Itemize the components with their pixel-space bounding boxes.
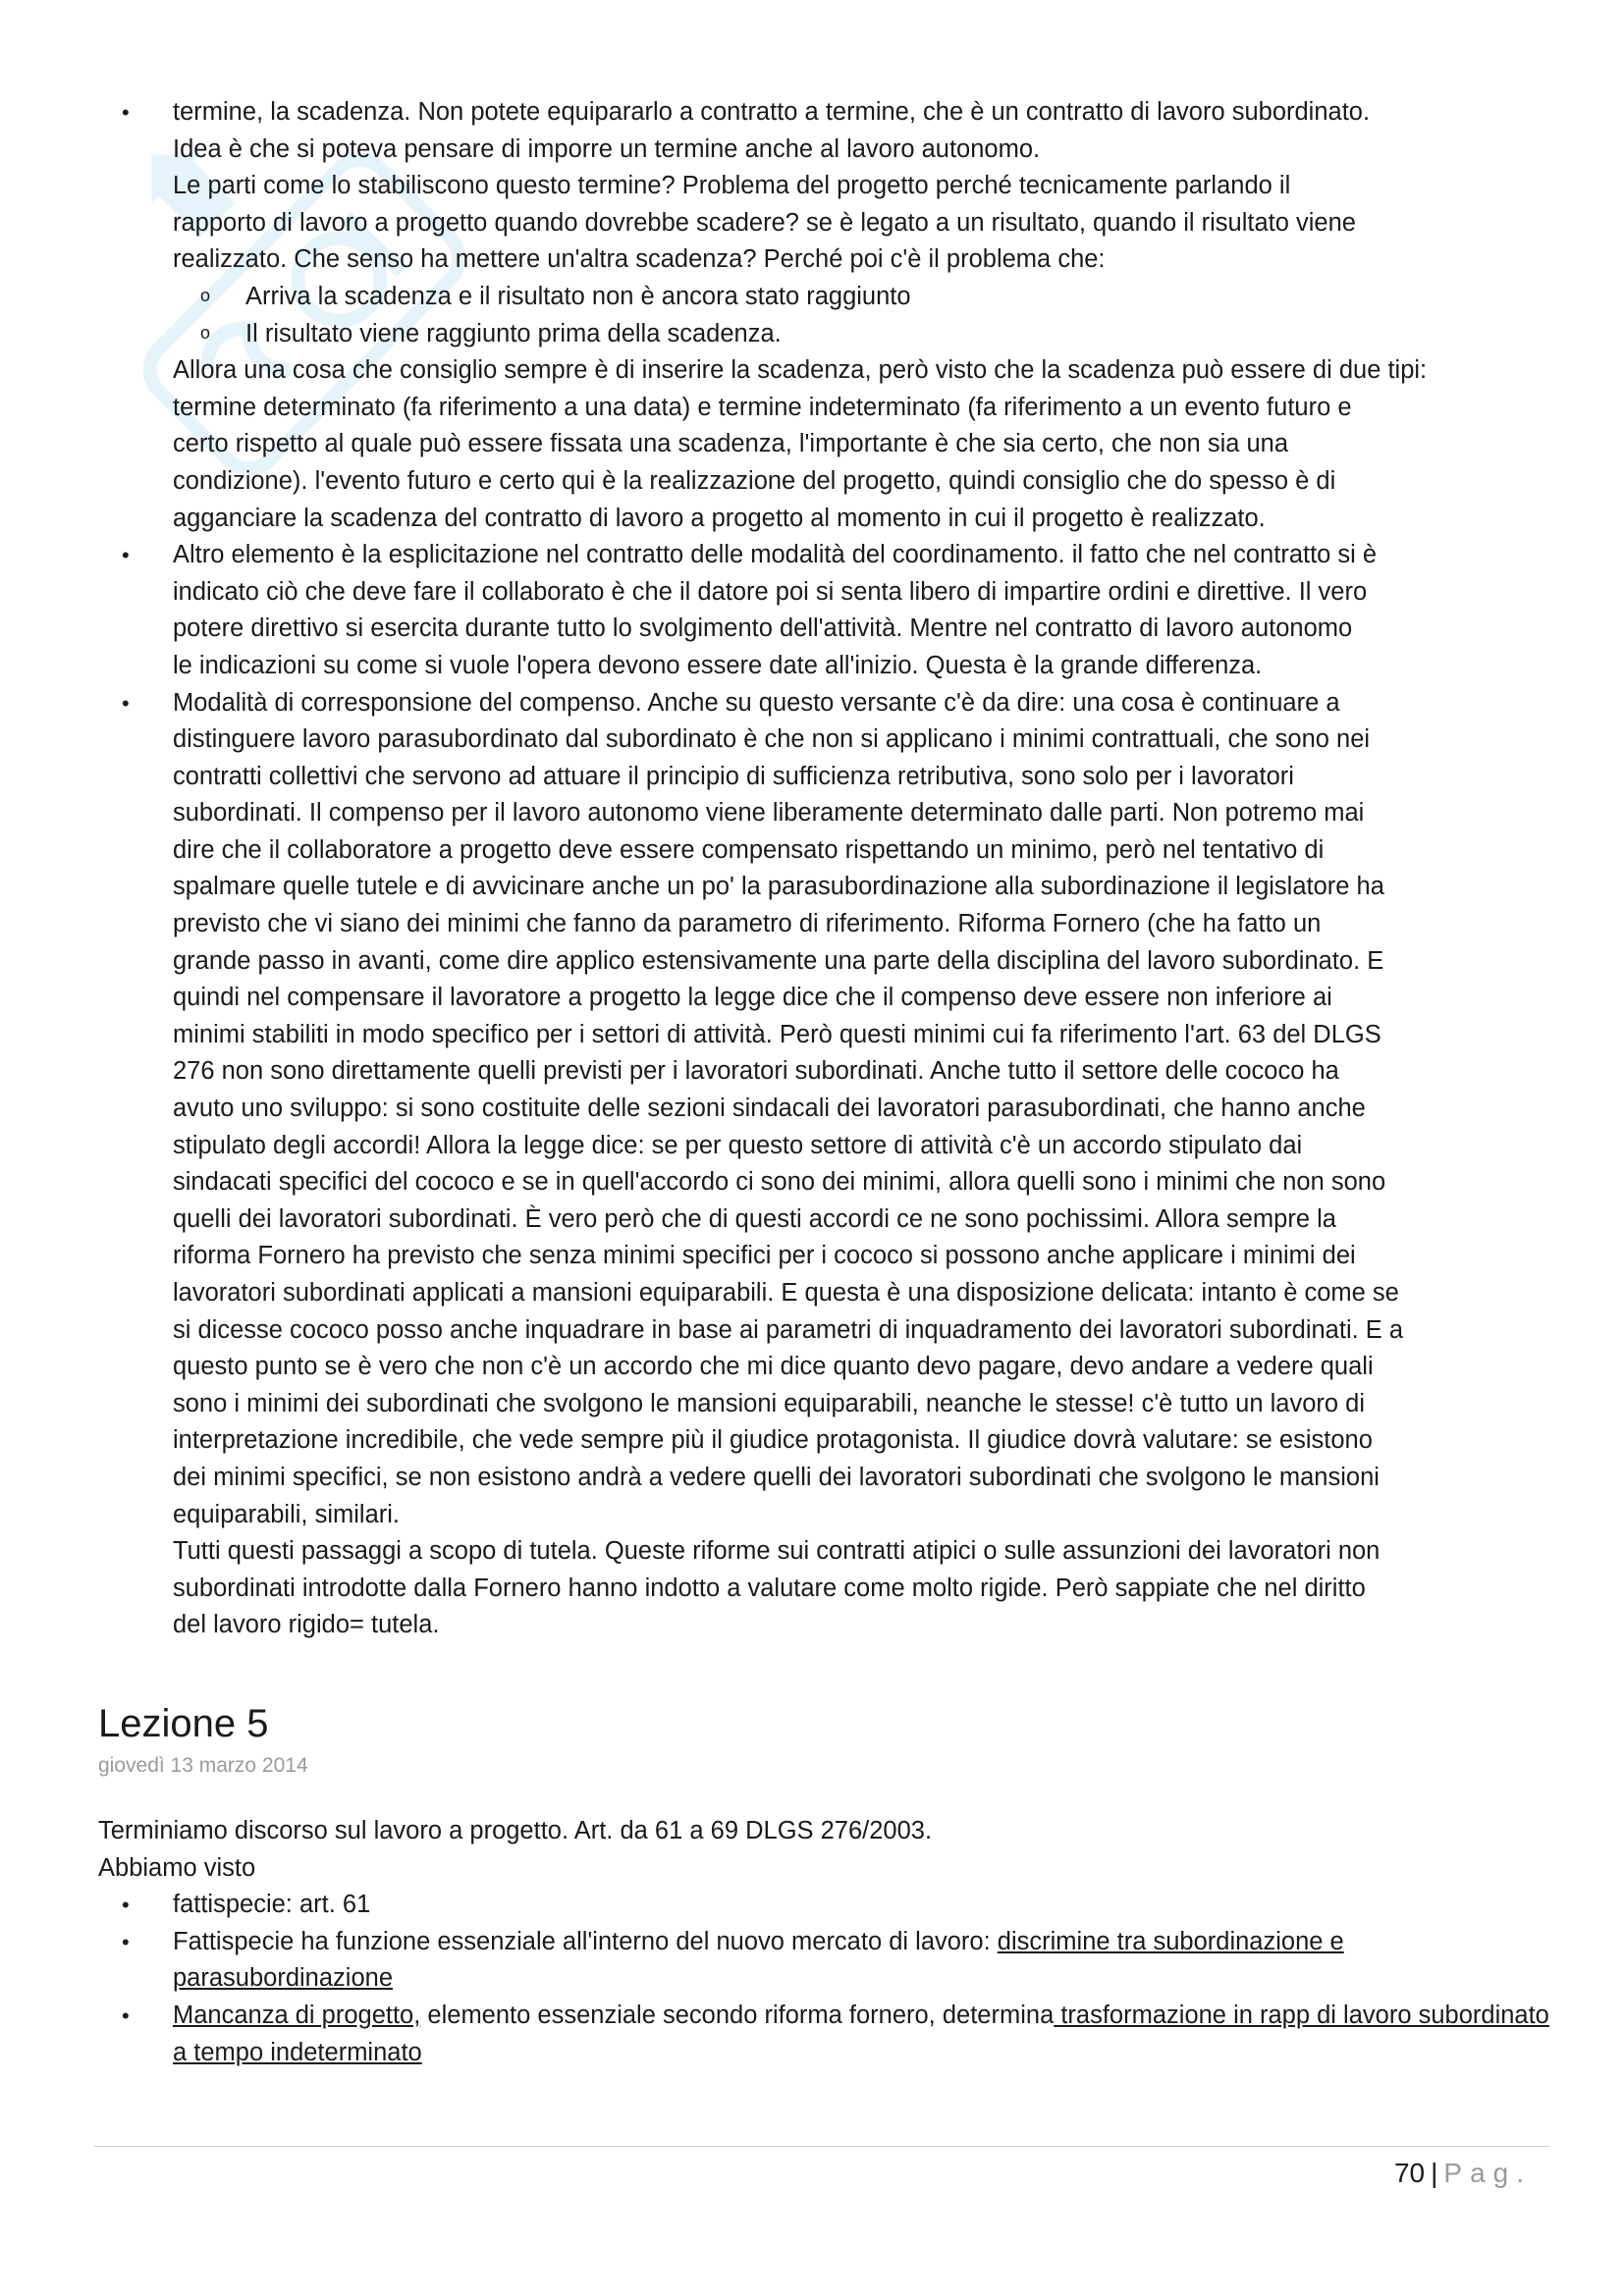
text-line: termine determinato (fa riferimento a una data) e termine indeterminato (fa riferimento a un evento futuro e bbox=[173, 393, 1352, 421]
lines-after bbox=[173, 352, 1551, 537]
sub-list-item: o Arriva la scadenza e il risultato non è ancora stato raggiunto bbox=[98, 279, 1551, 316]
text-line: previsto che vi siano dei minimi che fanno da parametro di riferimento. Riforma Fornero (che ha fatto un bbox=[173, 910, 1322, 938]
list-item-scadenza bbox=[98, 94, 1551, 537]
page-label: Pag. bbox=[1443, 2158, 1532, 2188]
footer-separator: | bbox=[1431, 2158, 1438, 2188]
list-item-funzione bbox=[98, 1924, 1551, 1998]
text-line: del lavoro rigido= tutela. bbox=[173, 1611, 440, 1639]
text-line: • termine, la scadenza. Non potete equipararlo a contratto a termine, che è un contratto di lavoro subordinato. bbox=[173, 98, 1371, 126]
item-text: Fattispecie ha funzione essenziale all'interno del nuovo mercato di lavoro: bbox=[173, 1927, 998, 1955]
page-number: 70 bbox=[1393, 2158, 1426, 2188]
underlined-text: discrimine tra subordinazione e parasubordinazione bbox=[173, 1927, 1344, 1993]
text-line: realizzato. Che senso ha mettere un'altra scadenza? Perché poi c'è il problema che: bbox=[173, 245, 1106, 274]
intro-paragraph: Terminiamo discorso sul lavoro a progetto. Art. da 61 a 69 DLGS 276/2003. bbox=[98, 1816, 933, 1844]
text-line: grande passo in avanti, come dire applico estensivamente una parte della disciplina del lavoro subordinato. E bbox=[173, 946, 1384, 975]
document-body bbox=[98, 94, 1551, 2071]
text-line: 276 non sono direttamente quelli previsti per i lavoratori subordinati. Anche tutto il settore delle cococo ha bbox=[173, 1057, 1339, 1086]
text-line: Idea è che si poteva pensare di imporre un termine anche al lavoro autonomo. bbox=[173, 134, 1041, 163]
list-item-mancanza bbox=[98, 1998, 1551, 2071]
sub-list-item: o Il risultato viene raggiunto prima della scadenza. bbox=[98, 316, 1551, 353]
text-line: • Modalità di corresponsione del compenso. Anche su questo versante c'è da dire: una cosa è continuare a bbox=[173, 688, 1340, 717]
lesson-date: giovedì 13 marzo 2014 bbox=[98, 1753, 308, 1777]
text-line: subordinati. Il compenso per il lavoro autonomo viene liberamente determinato dalle parti. Non potremo mai bbox=[173, 799, 1365, 828]
list-item-compenso bbox=[98, 685, 1551, 1644]
text-line: minimi stabiliti in modo specifico per i settori di attività. Però questi minimi cui fa riferimento l'art. 63 del DLGS bbox=[173, 1020, 1381, 1048]
text-line: • Altro elemento è la esplicitazione nel contratto delle modalità del coordinamento. il fatto che nel contratto si è bbox=[173, 541, 1378, 569]
underlined-text: Mancanza di progetto, bbox=[173, 2001, 421, 2029]
text-line: stipulato degli accordi! Allora la legge dice: se per questo settore di attività c'è un accordo stipulato dai bbox=[173, 1131, 1303, 1159]
text-line: subordinati introdotte dalla Fornero hanno indotto a valutare come molto rigide. Però sappiate che nel diritto bbox=[173, 1574, 1366, 1602]
sub-list bbox=[173, 279, 1551, 352]
text-line: Allora una cosa che consiglio sempre è di inserire la scadenza, però visto che la scadenza può essere di due tipi: bbox=[173, 356, 1428, 385]
text-line: lavoratori subordinati applicati a mansioni equiparabili. E questa è una disposizione delicata: intanto è come se bbox=[173, 1279, 1399, 1307]
text-line: potere direttivo si esercita durante tutto lo svolgimento dell'attività. Mentre nel contratto di lavoro autonomo bbox=[173, 614, 1353, 643]
underlined-text: trasformazione in rapp di lavoro subordinato a tempo indeterminato bbox=[173, 2001, 1549, 2066]
text-line: riforma Fornero ha previsto che senza minimi specifici per i cococo si possono anche applicare i minimi dei bbox=[173, 1242, 1356, 1270]
item-text: elemento essenziale secondo riforma fornero, determina bbox=[420, 2001, 1055, 2029]
bullet-list-1 bbox=[98, 94, 1551, 1644]
lines bbox=[173, 94, 1551, 279]
text-line: le indicazioni su come si vuole l'opera devono essere date all'inizio. Questa è la grande differenza. bbox=[173, 651, 1263, 679]
footer-divider bbox=[94, 2146, 1549, 2147]
list-item-fattispecie: • fattispecie: art. 61 bbox=[98, 1887, 1551, 1924]
text-line: equiparabili, similari. bbox=[173, 1500, 401, 1528]
text-line: dire che il collaboratore a progetto deve essere compensato rispettando un minimo, però nel tentativo di bbox=[173, 835, 1325, 864]
text-line: Tutti questi passaggi a scopo di tutela. Queste riforme sui contratti atipici o sulle assunzioni dei lavoratori non bbox=[173, 1537, 1380, 1566]
text-line: agganciare la scadenza del contratto di lavoro a progetto al momento in cui il progetto è realizzato. bbox=[173, 504, 1266, 532]
intro-paragraph-2: Abbiamo visto bbox=[98, 1853, 256, 1882]
text-line: questo punto se è vero che non c'è un accordo che mi dice quanto devo pagare, devo andare a vedere quali bbox=[173, 1353, 1374, 1381]
text-line: sindacati specifici del cococo e se in quell'accordo ci sono dei minimi, allora quelli sono i minimi che non sono bbox=[173, 1168, 1386, 1197]
text-line: quelli dei lavoratori subordinati. È vero però che di questi accordi ce ne sono pochissimi. Allora sempre la bbox=[173, 1204, 1336, 1233]
text-line: certo rispetto al quale può essere fissata una scadenza, l'importante è che sia certo, che non sia una bbox=[173, 430, 1289, 458]
list-item-coordinamento bbox=[98, 537, 1551, 684]
text-line: quindi nel compensare il lavoratore a progetto la legge dice che il compenso deve essere non inferiore ai bbox=[173, 984, 1332, 1012]
text-line: contratti collettivi che servono ad attuare il principio di sufficienza retributiva, sono solo per i lavoratori bbox=[173, 762, 1294, 790]
text-line: interpretazione incredibile, che vede sempre più il giudice protagonista. Il giudice dovrà valutare: se esistono bbox=[173, 1426, 1373, 1455]
text-line: avuto uno sviluppo: si sono costituite delle sezioni sindacali dei lavoratori parasubordinati, che hanno anche bbox=[173, 1095, 1366, 1123]
bullet-list-2 bbox=[98, 1887, 1551, 2071]
text-line: si dicesse cococo posso anche inquadrare in base ai parametri di inquadramento dei lavoratori subordinati. E a bbox=[173, 1315, 1404, 1344]
text-line: distinguere lavoro parasubordinato dal subordinato è che non si applicano i minimi contrattuali, che sono nei bbox=[173, 725, 1371, 754]
text-line: indicato ciò che deve fare il collaborato è che il datore poi si senta libero di impartire ordini e direttive. Il vero bbox=[173, 577, 1368, 606]
text-line: sono i minimi dei subordinati che svolgono le mansioni equiparabili, neanche le stesse! c'è tutto un lavoro di bbox=[173, 1389, 1365, 1417]
text-line: Le parti come lo stabiliscono questo termine? Problema del progetto perché tecnicamente parlando il bbox=[173, 172, 1291, 200]
text-line: dei minimi specifici, se non esistono andrà a vedere quelli dei lavoratori subordinati che svolgono le mansioni bbox=[173, 1463, 1380, 1491]
section-heading: Lezione 5 bbox=[98, 1701, 269, 1745]
text-line: rapporto di lavoro a progetto quando dovrebbe scadere? se è legato a un risultato, quando il risultato viene bbox=[173, 208, 1356, 237]
text-line: spalmare quelle tutele e di avvicinare anche un po' la parasubordinazione alla subordinazione il legislatore ha bbox=[173, 873, 1384, 901]
text-line: condizione). l'evento futuro e certo qui è la realizzazione del progetto, quindi consiglio che do spesso è di bbox=[173, 466, 1336, 495]
page-footer bbox=[1394, 2156, 1532, 2191]
